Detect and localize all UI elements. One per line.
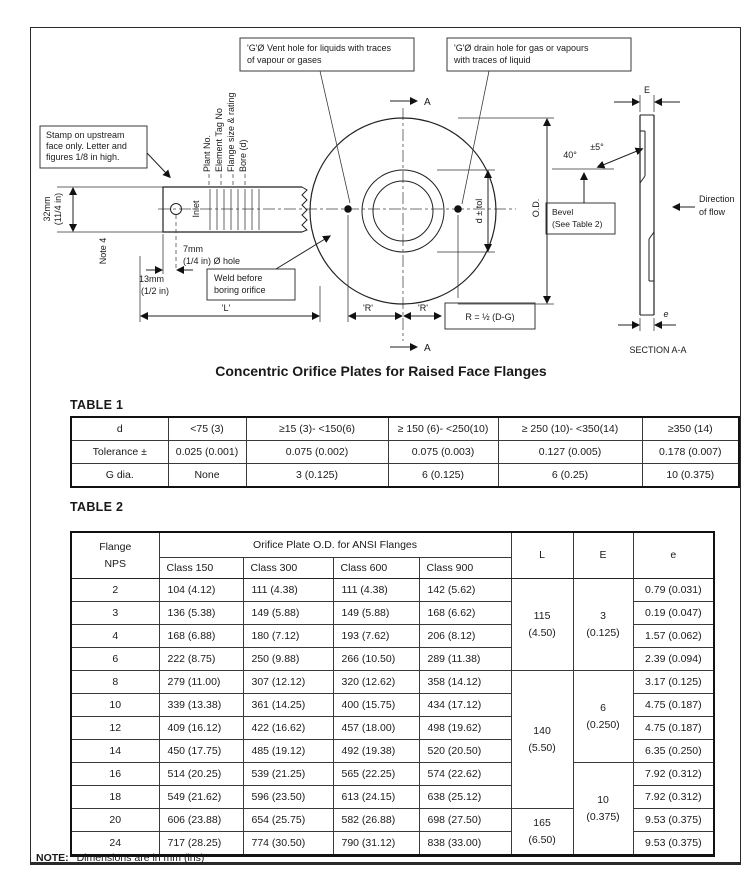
orifice-plate-section-view	[640, 115, 654, 315]
vent-callout-text: 'G'Ø Vent hole for liquids with traces	[247, 43, 392, 53]
e-cell: 7.92 (0.312)	[633, 786, 714, 809]
c600-cell: 790 (31.12)	[333, 832, 419, 856]
c150-cell: 549 (21.62)	[159, 786, 243, 809]
t1-cell: ≥15 (3)- <150(6)	[246, 417, 388, 441]
c900-cell: 358 (14.12)	[419, 671, 511, 694]
vent-hole-dot	[344, 205, 352, 213]
table1-gdia-row	[71, 464, 739, 488]
hole-7mm-label: (1/4 in) Ø hole	[183, 256, 241, 266]
drain-callout-text: with traces of liquid	[454, 55, 531, 65]
c300-cell: 774 (30.50)	[243, 832, 333, 856]
dim-od-label: O.D.	[531, 198, 541, 218]
weld-note-text: boring orifice	[214, 285, 266, 295]
t1-cell: 0.178 (0.007)	[642, 441, 739, 464]
c150-cell: 104 (4.12)	[159, 579, 243, 602]
t1-cell: 0.025 (0.001)	[168, 441, 246, 464]
drain-hole-dot	[454, 205, 462, 213]
t1-label: d	[71, 417, 168, 441]
c900-cell: 142 (5.62)	[419, 579, 511, 602]
bevel-edge	[640, 176, 645, 183]
angle-tol-label: ±5°	[590, 142, 604, 152]
bevel-note-text: Bevel	[552, 207, 574, 217]
c150-cell: 222 (8.75)	[159, 648, 243, 671]
nps-cell: 12	[71, 717, 159, 740]
dim-d-tol-label: d ± tol	[474, 198, 484, 224]
inlet-label: Inlet	[191, 200, 201, 218]
stamp-note-text: face only. Letter and	[46, 141, 127, 151]
t1-cell: 6 (0.125)	[388, 464, 498, 488]
c300-cell: 250 (9.88)	[243, 648, 333, 671]
knurled-edge	[302, 187, 307, 232]
c300-cell: 596 (23.50)	[243, 786, 333, 809]
dim-R-right-label: 'R'	[418, 303, 428, 313]
c300-cell: 485 (19.12)	[243, 740, 333, 763]
c600-cell: 149 (5.88)	[333, 602, 419, 625]
c150-cell: 168 (6.88)	[159, 625, 243, 648]
t1-cell: ≥ 150 (6)- <250(10)	[388, 417, 498, 441]
c150-cell: 409 (16.12)	[159, 717, 243, 740]
c300-cell: 180 (7.12)	[243, 625, 333, 648]
c150-cell: 339 (13.38)	[159, 694, 243, 717]
t1-cell: ≥ 250 (10)- <350(14)	[498, 417, 642, 441]
c600-cell: 320 (12.62)	[333, 671, 419, 694]
e-cell: 0.19 (0.047)	[633, 602, 714, 625]
nps-cell: 3	[71, 602, 159, 625]
table2-row	[71, 763, 714, 786]
e-cell: 6.35 (0.250)	[633, 740, 714, 763]
class-150-header: Class 150	[159, 558, 243, 579]
c150-cell: 450 (17.75)	[159, 740, 243, 763]
L-span-cell: 165 (6.50)	[511, 809, 573, 856]
E-span-cell: 6 (0.250)	[573, 671, 633, 763]
table1-heading: TABLE 1	[70, 398, 124, 412]
stamp-hatch-lines	[210, 189, 259, 230]
c900-cell: 168 (6.62)	[419, 602, 511, 625]
nps-cell: 10	[71, 694, 159, 717]
t1-cell: 10 (0.375)	[642, 464, 739, 488]
e-cell: 7.92 (0.312)	[633, 763, 714, 786]
c900-cell: 520 (20.50)	[419, 740, 511, 763]
c900-cell: 638 (25.12)	[419, 786, 511, 809]
section-label: SECTION A-A	[629, 345, 687, 355]
e-cell: 4.75 (0.187)	[633, 694, 714, 717]
c150-cell: 606 (23.88)	[159, 809, 243, 832]
flange-nps-header: Flange NPS	[71, 532, 159, 579]
table2-row	[71, 579, 714, 602]
e-cell: 1.57 (0.062)	[633, 625, 714, 648]
c600-cell: 400 (15.75)	[333, 694, 419, 717]
stack-label-plant-no: Plant No.	[202, 134, 212, 172]
e-cell: 9.53 (0.375)	[633, 809, 714, 832]
stack-label-element-tag: Element Tag No	[214, 108, 224, 172]
section-arrow-label-top: A	[424, 97, 431, 108]
dim-R-left-label: 'R'	[363, 303, 373, 313]
c150-cell: 136 (5.38)	[159, 602, 243, 625]
L-span-cell: 115 (4.50)	[511, 579, 573, 671]
L-span-cell: 140 (5.50)	[511, 671, 573, 809]
angle-40-label: 40°	[563, 150, 577, 160]
c900-cell: 206 (8.12)	[419, 625, 511, 648]
c600-cell: 457 (18.00)	[333, 717, 419, 740]
c300-cell: 111 (4.38)	[243, 579, 333, 602]
e-cell: 3.17 (0.125)	[633, 671, 714, 694]
c150-cell: 279 (11.00)	[159, 671, 243, 694]
c300-cell: 422 (16.62)	[243, 717, 333, 740]
col-e-header: e	[633, 532, 714, 579]
dim-e-label: e	[663, 309, 669, 319]
stamp-note-text: Stamp on upstream	[46, 130, 125, 140]
class-300-header: Class 300	[243, 558, 333, 579]
t1-cell: 0.127 (0.005)	[498, 441, 642, 464]
t1-cell: 3 (0.125)	[246, 464, 388, 488]
e-cell: 0.79 (0.031)	[633, 579, 714, 602]
c600-cell: 266 (10.50)	[333, 648, 419, 671]
drawing-caption: Concentric Orifice Plates for Raised Face Flanges	[215, 363, 547, 379]
nps-cell: 8	[71, 671, 159, 694]
note-label: NOTE:	[36, 852, 69, 864]
t1-cell: 0.075 (0.002)	[246, 441, 388, 464]
c900-cell: 574 (22.62)	[419, 763, 511, 786]
nps-cell: 16	[71, 763, 159, 786]
t1-cell: 0.075 (0.003)	[388, 441, 498, 464]
od-group-header: Orifice Plate O.D. for ANSI Flanges	[159, 532, 511, 558]
nps-cell: 24	[71, 832, 159, 856]
t1-label: G dia.	[71, 464, 168, 488]
e-cell: 9.53 (0.375)	[633, 832, 714, 856]
dim-32mm-label: 32mm	[42, 196, 52, 222]
c300-cell: 361 (14.25)	[243, 694, 333, 717]
class-600-header: Class 600	[333, 558, 419, 579]
E-span-cell: 10 (0.375)	[573, 763, 633, 856]
nps-cell: 18	[71, 786, 159, 809]
hole-7mm-label: 7mm	[183, 244, 203, 254]
c900-cell: 498 (19.62)	[419, 717, 511, 740]
t1-label: Tolerance ±	[71, 441, 168, 464]
nps-cell: 2	[71, 579, 159, 602]
class-900-header: Class 900	[419, 558, 511, 579]
nps-cell: 14	[71, 740, 159, 763]
callout-boxes	[40, 38, 631, 329]
c600-cell: 582 (26.88)	[333, 809, 419, 832]
c300-cell: 149 (5.88)	[243, 602, 333, 625]
c300-cell: 307 (12.12)	[243, 671, 333, 694]
c300-cell: 654 (25.75)	[243, 809, 333, 832]
stamp-note-text: figures 1/8 in high.	[46, 152, 120, 162]
dim-13mm-label: 13mm	[139, 274, 165, 284]
col-L-header: L	[511, 532, 573, 579]
table1-tolerance-row	[71, 441, 739, 464]
table1	[70, 416, 740, 488]
bevel-note-text: (See Table 2)	[552, 219, 603, 229]
col-E-header: E	[573, 532, 633, 579]
c600-cell: 492 (19.38)	[333, 740, 419, 763]
dim-32mm-label: (11/4 in)	[53, 192, 63, 226]
note-4-label: Note 4	[98, 237, 108, 265]
table1-header-row	[71, 417, 739, 441]
paddle-handle	[163, 174, 307, 232]
e-cell: 2.39 (0.094)	[633, 648, 714, 671]
note-text: Dimensions are in mm (ins)	[76, 852, 205, 864]
c900-cell: 838 (33.00)	[419, 832, 511, 856]
t1-cell: 6 (0.25)	[498, 464, 642, 488]
t1-cell: None	[168, 464, 246, 488]
e-cell: 4.75 (0.187)	[633, 717, 714, 740]
weld-note-text: Weld before	[214, 273, 263, 283]
nps-cell: 20	[71, 809, 159, 832]
c600-cell: 111 (4.38)	[333, 579, 419, 602]
nps-cell: 6	[71, 648, 159, 671]
section-arrow-label-bottom: A	[424, 343, 431, 354]
t1-cell: ≥350 (14)	[642, 417, 739, 441]
stack-label-leaders	[209, 174, 245, 188]
radius-formula-text: R = ½ (D-G)	[465, 312, 515, 322]
engineering-drawing	[0, 0, 746, 394]
nps-cell: 4	[71, 625, 159, 648]
section-cut-arrows	[390, 101, 411, 347]
vent-callout-text: of vapour or gases	[247, 55, 322, 65]
stack-label-bore: Bore (d)	[238, 139, 248, 172]
drain-callout-text: 'G'Ø drain hole for gas or vapours	[454, 43, 589, 53]
c150-cell: 717 (28.25)	[159, 832, 243, 856]
c900-cell: 698 (27.50)	[419, 809, 511, 832]
c900-cell: 434 (17.12)	[419, 694, 511, 717]
c150-cell: 514 (20.25)	[159, 763, 243, 786]
c600-cell: 613 (24.15)	[333, 786, 419, 809]
c600-cell: 565 (22.25)	[333, 763, 419, 786]
dim-E-label: E	[643, 85, 651, 95]
c600-cell: 193 (7.62)	[333, 625, 419, 648]
dim-L-label: 'L'	[221, 303, 231, 313]
t1-cell: <75 (3)	[168, 417, 246, 441]
c300-cell: 539 (21.25)	[243, 763, 333, 786]
table2-heading: TABLE 2	[70, 500, 124, 514]
flow-direction-label: of flow	[699, 207, 726, 217]
flow-direction-label: Direction	[699, 194, 735, 204]
table2-group-header-row	[71, 532, 714, 558]
table2-row	[71, 671, 714, 694]
stack-label-flange-size: Flange size & rating	[226, 92, 236, 172]
c900-cell: 289 (11.38)	[419, 648, 511, 671]
E-span-cell: 3 (0.125)	[573, 579, 633, 671]
dim-13mm-label: (1/2 in)	[141, 286, 170, 296]
table2	[70, 531, 715, 857]
dimensions-note	[36, 852, 204, 864]
